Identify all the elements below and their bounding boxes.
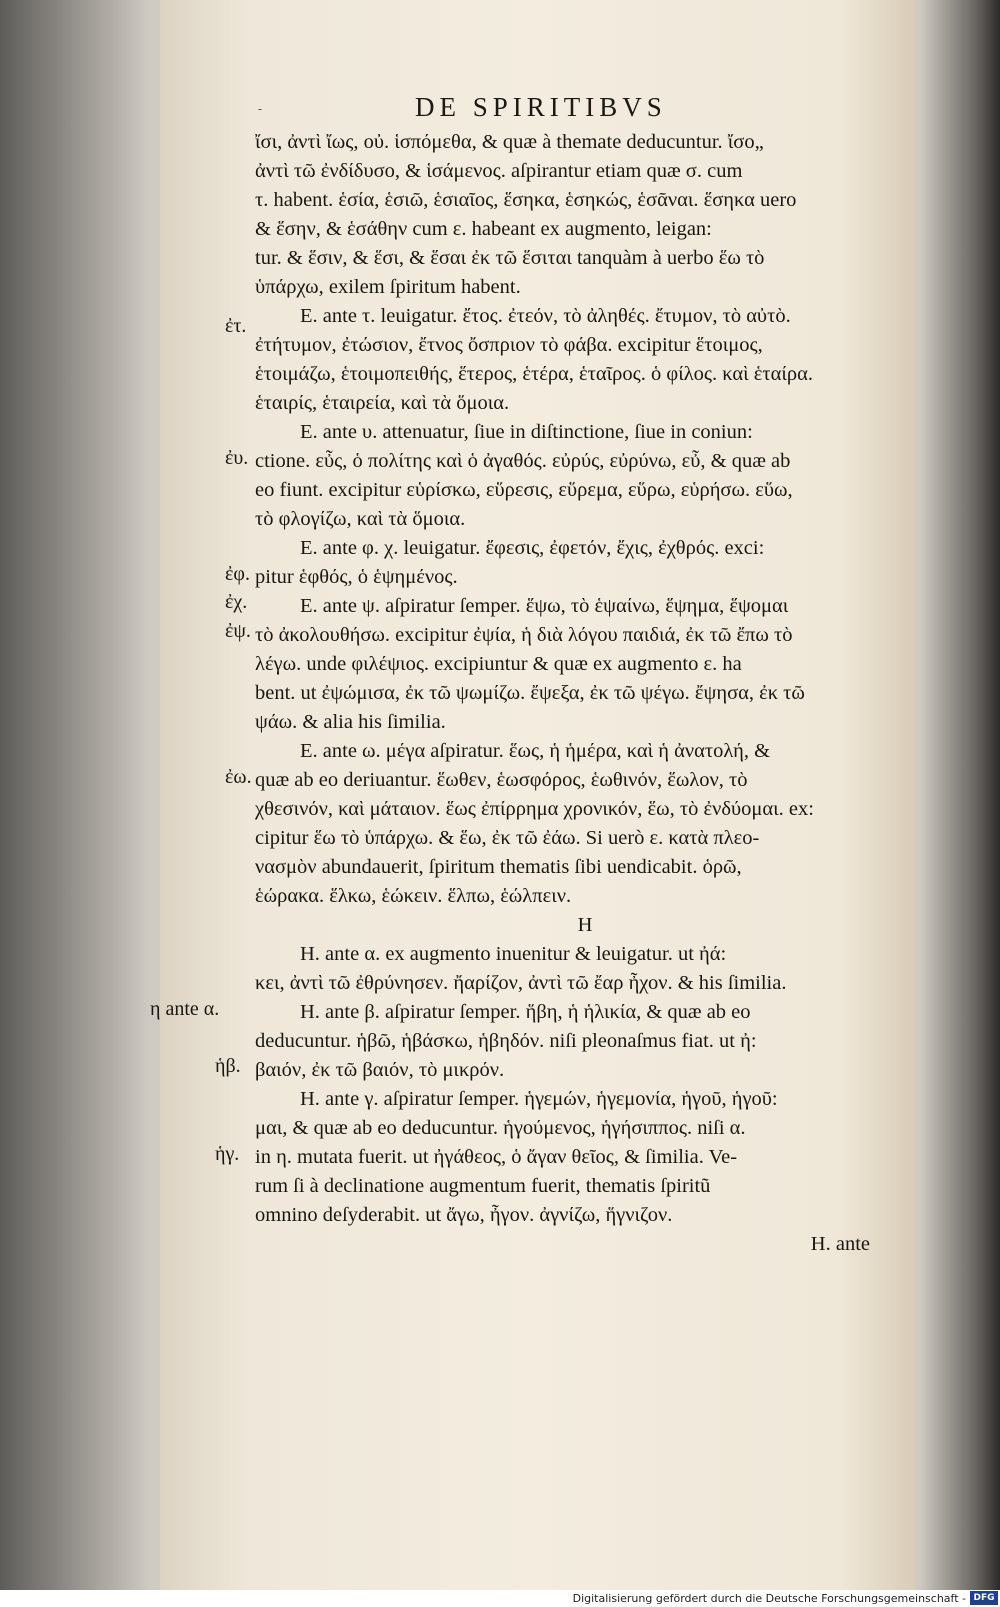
text-line: in η. mutata fuerit. ut ἠγάθεος, ὁ ἄγαν θεῖος, & ſimilia. Ve- xyxy=(255,1146,738,1168)
page-mark: - xyxy=(258,102,263,116)
text-line: ἀντὶ τῶ ἐνδίδυσο, & ἱσάμενος. aſpirantur etiam quæ σ. cum xyxy=(255,160,743,182)
text-line: tur. & ἕσιν, & ἕσι, & ἕσαι ἐκ τῶ ἕσιται tanquàm à uerbo ἕω τὸ xyxy=(255,247,765,269)
text-line: deducuntur. ἡβῶ, ἡβάσκω, ἡβηδόν. niſi pleonaſmus fiat. ut ἠ: xyxy=(255,1030,757,1052)
scan-left-edge xyxy=(0,0,150,1590)
catchword: H. ante xyxy=(810,1233,870,1255)
text-line: eo fiunt. excipitur εὑρίσκω, εὕρεσις, εὕρεμα, εὕρω, εὑρήσω. εὕω, xyxy=(255,479,793,501)
text-line: τ. habent. ἑσία, ἑσιῶ, ἑσιαῖος, ἕσηκα, ἑσηκώς, ἑσᾶναι. ἕσηκα uero xyxy=(255,189,797,211)
margin-note-eu: ἐυ. xyxy=(225,447,249,469)
margin-note-eo: ἐω. xyxy=(225,766,252,788)
footer-credit: Digitalisierung gefördert durch die Deutsche Forschungsgemeinschaft - xyxy=(572,1592,966,1605)
text-line: χθεσινόν, καὶ μάταιον. ἕως ἐπίρρημα χρονικόν, ἕω, τὸ ἐνδύομαι. ex: xyxy=(255,798,814,820)
margin-note-eps: ἐψ. xyxy=(225,620,251,642)
text-line: ὑπάρχω, exilem ſpiritum habent. xyxy=(255,276,521,298)
text-line: βαιόν, ἐκ τῶ βαιόν, τὸ μικρόν. xyxy=(255,1059,505,1081)
text-line: E. ante ω. μέγα aſpiratur. ἕως, ἡ ἡμέρα, καὶ ἡ ἀνατολή, & xyxy=(300,740,771,762)
margin-note-ha: η ante α. xyxy=(150,998,220,1020)
text-line: μαι, & quæ ab eo deducuntur. ἡγούμενος, ἡγήσιππος. niſi α. xyxy=(255,1117,746,1139)
text-line: ψάω. & alia his ſimilia. xyxy=(255,711,446,733)
margin-note-hg: ἡγ. xyxy=(215,1143,240,1165)
text-line: quæ ab eo deriuantur. ἕωθεν, ἑωσφόρος, ἑωθινόν, ἕωλον, τὸ xyxy=(255,769,748,791)
text-line: H. ante β. aſpiratur ſemper. ἥβη, ἡ ἡλικία, & quæ ab eo xyxy=(300,1001,751,1023)
text-line: ἴσι, ἀντὶ ἴως, οὐ. ἱσπόμεθα, & quæ à themate deducuntur. ἴσο„ xyxy=(255,131,764,153)
text-line: & ἕσην, & ἑσάθην cum ε. habeant ex augmento, leigan: xyxy=(255,218,712,240)
section-heading: H xyxy=(577,914,593,936)
body-text xyxy=(255,128,915,1259)
text-line: ἑτοιμάζω, ἑτοιμοπειθής, ἕτερος, ἑτέρα, ἑταῖρος. ὁ φίλος. καὶ ἑταίρα. xyxy=(255,363,814,385)
margin-note-eph: ἐφ. xyxy=(225,563,250,585)
text-line: λέγω. unde φιλέψιος. excipiuntur & quæ ex augmento ε. ha xyxy=(255,653,742,675)
text-line: pitur ἑφθός, ὁ ἑψημένος. xyxy=(255,566,458,588)
text-line: κει, ἀντὶ τῶ ἐθρύνησεν. ἤαρίζον, ἀντὶ τῶ ἔαρ ἦχον. & his ſimilia. xyxy=(255,972,787,994)
text-line: H. ante γ. aſpiratur ſemper. ἡγεμών, ἡγεμονία, ἡγοῦ, ἡγοῦ: xyxy=(300,1088,778,1110)
margin-note-hb: ἡβ. xyxy=(215,1055,241,1077)
margin-note-ech: ἐχ. xyxy=(225,591,248,613)
margin-note-et: ἐτ. xyxy=(225,315,247,337)
text-line: rum ſi à declinatione augmentum fuerit, thematis ſpiritũ xyxy=(255,1175,711,1197)
text-line: bent. ut ἐψώμισα, ἐκ τῶ ψωμίζω. ἔψεξα, ἐκ τῶ ψέγω. ἔψησα, ἐκ τῶ xyxy=(255,682,805,704)
text-line: ἑώρακα. ἕλκω, ἑώκειν. ἕλπω, ἑώλπειν. xyxy=(255,885,572,907)
text-line: omnino deſyderabit. ut ἄγω, ἦγον. ἀγνίζω, ἥγνιζον. xyxy=(255,1204,673,1226)
text-line: τὸ ἀκολουθήσω. excipitur ἐψία, ἡ διὰ λόγου παιδιά, ἐκ τῶ ἔπω τὸ xyxy=(255,624,793,646)
text-line: ἑταιρίς, ἑταιρεία, καὶ τὰ ὅμοια. xyxy=(255,392,510,414)
text-line: E. ante φ. χ. leuigatur. ἔφεσις, ἐφετόν, ἔχις, ἐχθρός. exci: xyxy=(300,537,765,559)
text-line: E. ante υ. attenuatur, ſiue in diſtinctione, ſiue in coniun: xyxy=(300,421,753,443)
text-line: E. ante ψ. aſpiratur ſemper. ἕψω, τὸ ἑψαίνω, ἕψημα, ἕψομαι xyxy=(300,595,789,617)
running-head: DE SPIRITIBVS xyxy=(415,92,667,122)
text-line: cipitur ἕω τὸ ὑπάρχω. & ἕω, ἐκ τῶ ἐάω. Si uerò ε. κατὰ πλεο- xyxy=(255,827,760,849)
text-line: H. ante α. ex augmento inuenitur & leuigatur. ut ἠά: xyxy=(300,943,727,965)
text-line: E. ante τ. leuigatur. ἔτος. ἐτεόν, τὸ ἀληθές. ἔτυμον, τὸ αὐτὸ. xyxy=(300,305,791,327)
scan-right-edge xyxy=(920,0,1000,1590)
text-line: ctione. εὖς, ὁ πολίτης καὶ ὁ ἀγαθός. εὐρύς, εὐρύνω, εὖ, & quæ ab xyxy=(255,450,791,472)
text-line: τὸ φλογίζω, καὶ τὰ ὅμοια. xyxy=(255,508,466,530)
text-line: νασμὸν abundauerit, ſpiritum thematis ſibi uendicabit. ὁρῶ, xyxy=(255,856,742,878)
dfg-logo: DFG xyxy=(970,1591,998,1605)
text-line: ἐτήτυμον, ἐτώσιον, ἔτνος ὄσπριον τὸ φάβα. excipitur ἕτοιμος, xyxy=(255,334,763,356)
